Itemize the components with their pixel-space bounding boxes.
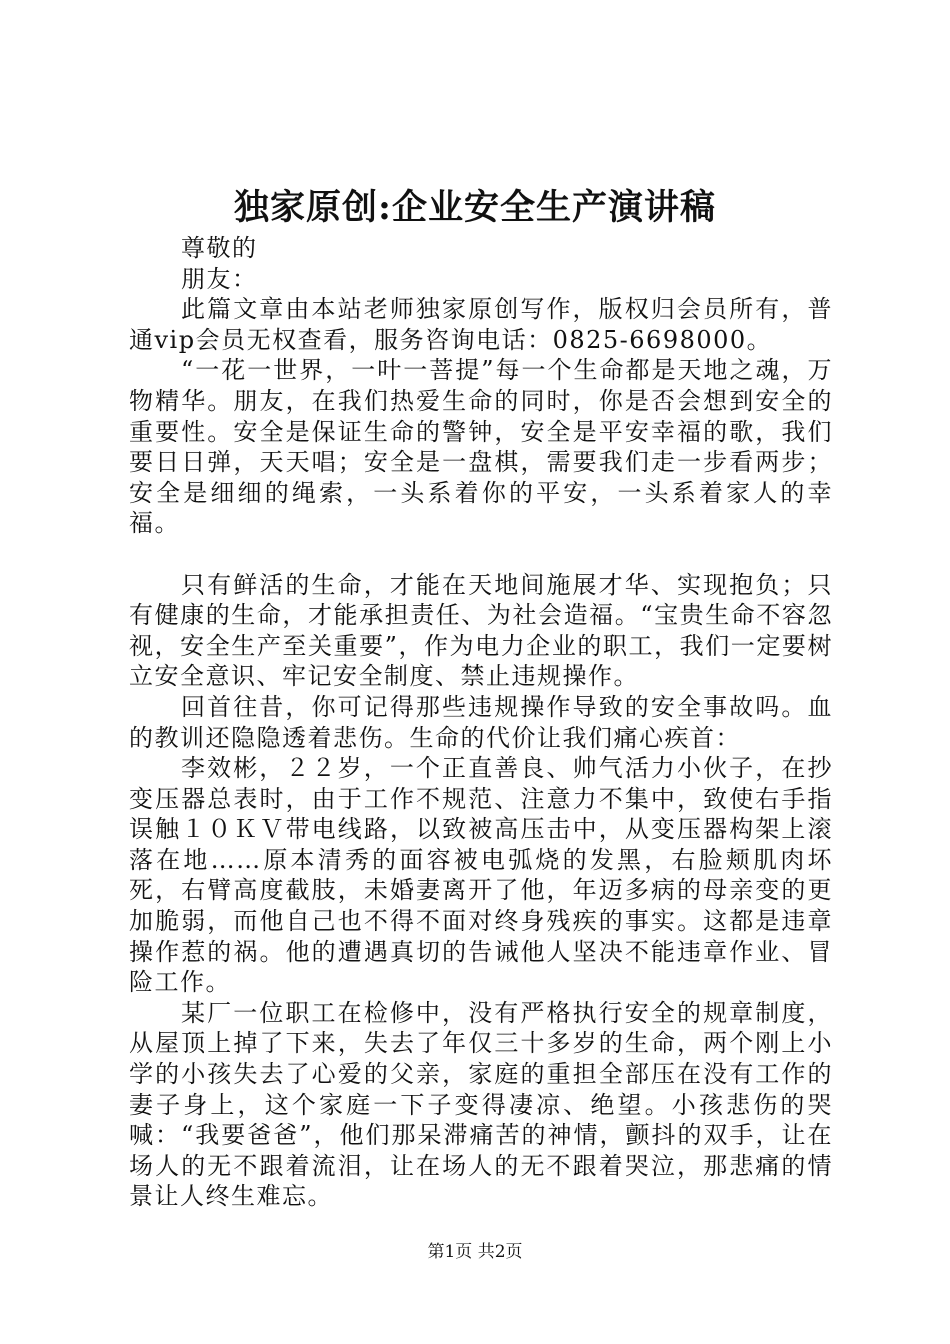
- body-paragraph: 只有鲜活的生命，才能在天地间施展才华、实现抱负；只有健康的生命，才能承担责任、为社会造福。“宝贵生命不容忽视，安全生产至关重要”，作为电力企业的职工，我们一定要树立安全意识、牢记安全制度、禁止违规操作。: [129, 570, 833, 691]
- page-footer: 第1页 共2页: [427, 1242, 523, 1262]
- body-paragraph: 李效彬，２２岁，一个正直善良、帅气活力小伙子，在抄变压器总表时，由于工作不规范、注意力不集中，致使右手指误触１０ＫＶ带电线路，以致被高压击中，从变压器构架上滚落在地……原本清秀的面容被电弧烧的发黑，右脸颊肌肉坏死，右臂高度截肢，未婚妻离开了他，年迈多病的母亲变的更加脆弱，而他自己也不得不面对终身残疾的事实。这都是违章操作惹的祸。他的遭遇真切的告诫他人坚决不能违章作业、冒险工作。: [129, 754, 833, 997]
- body-paragraph: 回首往昔，你可记得那些违规操作导致的安全事故吗。血的教训还隐隐透着悲伤。生命的代价让我们痛心疾首：: [129, 692, 833, 752]
- body-paragraph: 某厂一位职工在检修中，没有严格执行安全的规章制度，从屋顶上掉了下来，失去了年仅三十多岁的生命，两个刚上小学的小孩失去了心爱的父亲，家庭的重担全部压在没有工作的妻子身上，这个家庭一下子变得凄凉、绝望。小孩悲伤的哭喊：“我要爸爸”，他们那呆滞痛苦的神情，颤抖的双手，让在场人的无不跟着流泪，让在场人的无不跟着哭泣，那悲痛的情景让人终生难忘。: [129, 998, 833, 1211]
- document-title: 独家原创:企业安全生产演讲稿: [234, 187, 716, 228]
- document-body: [129, 233, 833, 1212]
- paragraph-spacer: [129, 539, 833, 570]
- body-paragraph: “一花一世界，一叶一菩提”每一个生命都是天地之魂，万物精华。朋友，在我们热爱生命的同时，你是否会想到安全的重要性。安全是保证生命的警钟，安全是平安幸福的歌，我们要日日弹，天天唱；安全是一盘棋，需要我们走一步看两步；安全是细细的绳索，一头系着你的平安，一头系着家人的幸福。: [129, 356, 833, 538]
- salutation-line: 朋友：: [181, 264, 258, 293]
- salutation-line: 尊敬的: [181, 234, 258, 262]
- body-paragraph: 此篇文章由本站老师独家原创写作，版权归会员所有，普通vip会员无权查看，服务咨询电话：0825-6698000。: [129, 295, 833, 354]
